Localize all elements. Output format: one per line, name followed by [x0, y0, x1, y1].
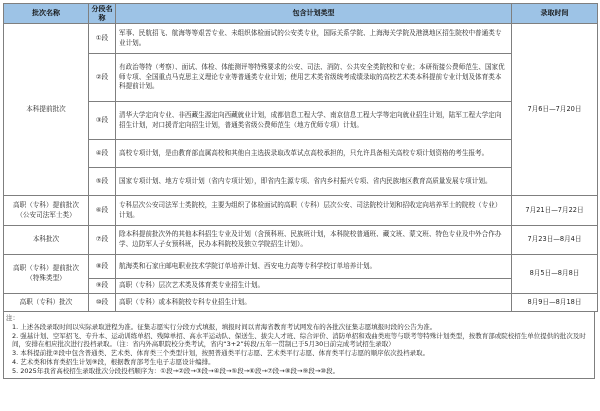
batch-name: 本科批次 [4, 226, 89, 255]
segment-label: ⑥段 [89, 196, 116, 226]
admission-table [3, 3, 598, 312]
plan-description: 高校专项计划，是由教育部直属高校和其他自主选拔录取改革试点高校承担的，只允许具备相关高校专项计划资格的考生报考。 [116, 140, 512, 168]
admission-schedule [3, 3, 597, 379]
admission-time: 7月21日—7月22日 [512, 196, 598, 226]
plan-description: 航海类和石家庄邮电职业技术学院订单培养计划、西安电力高等专科学校订单培养计划。 [116, 255, 512, 279]
note-5: 5. 2025年我省高校招生录取批次分段投档顺序为：①段→②段→③段→④段→⑤段→⑥段→⑦段→⑧段→⑨段→⑩段。 [12, 366, 340, 375]
header-batch: 批次名称 [4, 4, 89, 24]
table-row [4, 140, 598, 168]
table-row [4, 279, 598, 294]
header-admission-time: 录取时间 [512, 4, 598, 24]
batch-name-main-early: 本科提前批次 [4, 24, 89, 196]
plan-description: 高职（专科）或本科院校专科专业招生计划。 [116, 294, 512, 312]
table-row [4, 226, 598, 255]
segment-label: ②段 [89, 54, 116, 102]
table-row [4, 255, 598, 279]
segment-label: ③段 [89, 102, 116, 140]
segment-label: ⑦段 [89, 226, 116, 255]
plan-description: 除本科提前批次外的其他本科招生专业及计划（含预科班、民族班计划，本科院校普通班、藏文班、蒙文班、特色专业及中外合作办学、边防军人子女预科班，民办本科院校及独立学院招生计划）。 [116, 226, 512, 255]
notes-title: 注： [6, 314, 19, 322]
segment-label: ⑨段 [89, 279, 116, 294]
note-2: 2. 强基计划、空军招飞、专升本、运动训练单招、残障单招、高水平运动队、保送生、拔尖人才班、综合评价、消防单招和戏曲类班等与联考等特殊计划类型，按教育部或院校招生单位提供的批次及时间，安排在相应批次进行投档录取。（注：省内外高职院校分类考试，省内“3+2”转段/五年一贯制已于5月30日前完成考试招生录取） [12, 331, 586, 349]
segment-label: ⑩段 [89, 294, 116, 312]
table-header-row [4, 4, 598, 24]
header-plan-type: 包含计划类型 [116, 4, 512, 24]
plan-description: 清华大学定向专业、非西藏生源定向西藏就业计划，成都信息工程大学、南京信息工程大学等定向就业招生计划，陆军工程大学定向招生计划，对口援青定向招生计划，普通类省级公费师范生（地方优师专项）计划。 [116, 102, 512, 140]
admission-time: 7月23日—8月4日 [512, 226, 598, 255]
note-3: 3. 本科提前批②段中包含普通类、艺术类、体育类三个类型计划，按照普通类平行志愿、艺术类平行志愿、体育类平行志愿的顺序依次投档录取。 [12, 349, 430, 358]
segment-label: ④段 [89, 140, 116, 168]
batch-name: 高职（专科）提前批次（公安司法军士类） [4, 196, 89, 226]
admission-time: 7月6日—7月20日 [512, 24, 598, 196]
table-row [4, 24, 598, 54]
batch-name: 高职（专科）提前批次（特殊类型） [4, 255, 89, 294]
plan-description: 国家专项计划、地方专项计划（省内专项计划），即省内生源专项、省内乡村振兴专项、省内民族地区教育高质量发展专项计划。 [116, 168, 512, 196]
batch-name: 高职（专科）批次 [4, 294, 89, 312]
plan-description: 军事、民航招飞、航海等等艰苦专业、未组织体检面试的公安类专业，国际关系学院、上海海关学院及港澳地区招生院校中普通类专业计划。 [116, 24, 512, 54]
plan-description: 有政治等特（考察）、面试、体检、体能测评等特殊要求的公安、司法、消防、公共安全类院校和专业；本研衔接公费师范生、国家优师专项、全国重点马克思主义理论专业等普通类专业计划；使用艺术类省级统考成绩录取的高校艺术类本科提前专业计划及体育类本科提前计划。 [116, 54, 512, 102]
table-row [4, 294, 598, 312]
header-segment: 分段名称 [89, 4, 116, 24]
note-4: 4. 艺术类和体育类招生计划⑨段，根据教育部考生电子志愿设计编排。 [12, 357, 215, 366]
admission-time: 8月5日—8月8日 [512, 255, 598, 294]
table-row [4, 102, 598, 140]
segment-label: ⑧段 [89, 255, 116, 279]
table-row [4, 168, 598, 196]
segment-label: ①段 [89, 24, 116, 54]
footnotes [3, 312, 595, 379]
table-row [4, 54, 598, 102]
plan-description: 高职（专科）层次艺术类及体育类专业招生计划。 [116, 279, 512, 294]
segment-label: ⑤段 [89, 168, 116, 196]
note-1: 1. 上述各段录取时间以实际录取进程为准。征集志愿实行分段方式填报，填报时间以青海省教育考试网发布的各批次征集志愿填报时段的公告为准。 [12, 322, 437, 331]
plan-description: 专科层次公安司法军士类院校，主要为组织了体检面试的高职（专科）层次公安、司法院校计划和招收定向培养军士的院校（专业）计划。 [116, 196, 512, 226]
table-row [4, 196, 598, 226]
admission-time: 8月9日—8月18日 [512, 294, 598, 312]
